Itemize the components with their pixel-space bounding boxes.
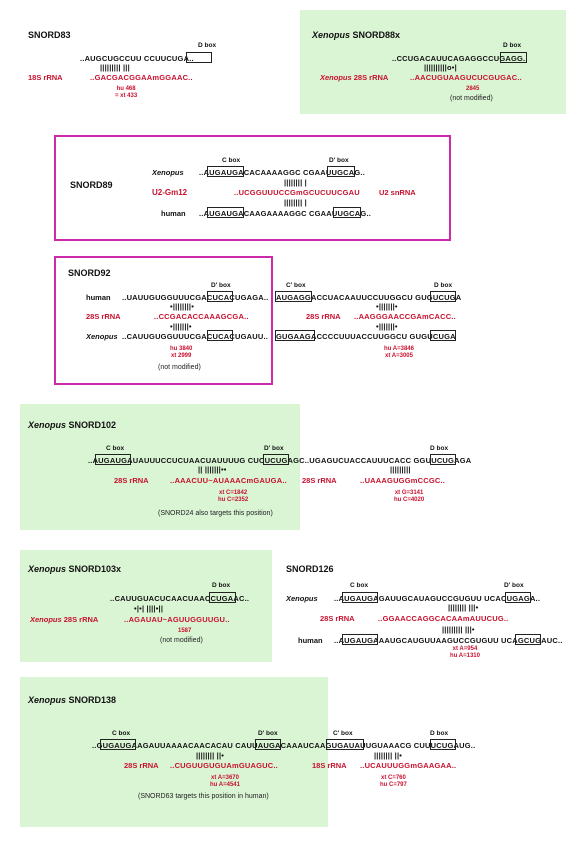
snord92-human-seq2: AUGAGGACCUACAAUUCCUUGGCU GUGUCUGA [276,293,462,302]
snord138-cbox-label: C box [112,730,131,737]
panel-snord102-content [20,404,560,530]
snord89-u2-seq: ..UCGGUUUCCGmGCUCUUCGAU [234,188,360,197]
snord102-snorna-seq: ..AUGAUGAUAUUUCCUCUAACUAUUUUG CUCUCUGAGC..UGAGUCUACCAUUUCACC GGUUCUGAGA [88,456,472,465]
snord102-rrna-label2: 28S rRNA [302,476,337,485]
snord103x-pairs: •|•| ||||•|| [134,604,164,613]
snord126-rrna-label: 28S rRNA [320,614,355,623]
snord92-rrna1-seq: ..CCGACACCAAAGCGA.. [154,312,249,321]
snord89-cbox-label: C box [222,157,241,164]
snord126-pairs-bottom: ||||||||| |||• [442,625,475,634]
snord89-pairs-top: |||||||| | [284,178,307,187]
snord92-dbox-label: D box [434,282,453,289]
panel-snord88x [300,10,566,114]
snord138-dbox-label: D box [430,730,449,737]
snord126-human-label: human [298,636,323,645]
snord89-human-dpbox [333,207,361,218]
snord92-xenopus-dpbox [207,330,233,341]
snord126-human-cbox [342,634,378,645]
snord103x-dbox [209,592,236,603]
snord89-human-cbox [207,207,244,218]
snord138-rrna-label2: 18S rRNA [312,761,347,770]
snord102-position2: xt G=3141 hu C=4020 [394,490,425,503]
snord138-rrna1-seq: ..CUGUUGUGUAmGUAGUC.. [170,761,278,770]
snord102-rrna-label1: 28S rRNA [114,476,149,485]
snord138-rrna-label1: 28S rRNA [124,761,159,770]
snord126-cbox-label: C box [350,582,369,589]
snord103x-title: Xenopus SNORD103x [28,564,122,574]
snord138-note: (SNORD63 targets this position in human) [138,793,269,800]
snord102-rrna2-seq: ..UAAAGUGGmCCGC.. [360,476,446,485]
snord89-human-seq: ..AUGAUGACAAGAAAAGGC CGAAUUGCAG.. [199,209,372,218]
snord126-xenopus-dpbox [505,592,531,603]
snord126-human-dpbox [515,634,541,645]
snord88x-pairs: ||||||||||o•| [424,63,457,72]
snord92-xenopus-seq1: ..CAUUGUGGUUUCGACUCACUGAUU.. [122,332,269,341]
snord88x-dbox-label: D box [503,42,522,49]
snord138-pairs1: |||||||| ||• [196,751,225,760]
snord126-xenopus-seq: ..AUGAUGAGAUUGCAUAGUCCGUGUU UCACUGAGA.. [334,594,541,603]
snord88x-title: Xenopus SNORD88x [312,30,401,40]
snord138-snorna-seq: ..GUGAUGAAGAUUAAAACAACACAU CAUUAUGACAAAUCAAGUGAUAUUGUAAACG CUUUCUGAUG.. [92,741,476,750]
snord92-xenopus-seq2: GUGAAGACCCCUUUACCUUGGCU GUGUCUGA [276,332,456,341]
snord83-snorna-seq: ..AUGCUGCCUU CCUUCUGA.. [80,54,194,63]
snord102-dpbox-label: D' box [264,445,284,452]
snord88x-rrna-label: Xenopus 28S rRNA [320,73,389,82]
snord92-xenopus-dbox [430,330,456,341]
snord83-rrna-seq: ..GACGACGGAAmGGAAC.. [90,73,193,82]
snord89-u2snrna-label: U2 snRNA [379,188,416,197]
snord102-dbox-label: D box [430,445,449,452]
snord92-position1: hu 3840 xt 2999 [170,346,193,359]
snord126-human-seq: ..AUGAUGAAAUGCAUGUUAAGUCCGUGUU UCAGCUGAUC.. [334,636,563,645]
snord102-dbox [430,454,456,465]
snord102-cbox-label: C box [106,445,125,452]
snord103x-rrna-seq: ..AGAUAU~AGUUGGUUGU.. [124,615,230,624]
panel-snord92-content [54,256,534,385]
snord138-cpbox [326,739,364,750]
snord138-rrna2-seq: ..UCAUUUGGmGAAGAA.. [360,761,457,770]
snord88x-dbox [500,52,527,63]
snord92-note: (not modified) [158,364,201,371]
snord88x-rrna-seq: ..AACUGUAAGUCUCGUGAC.. [410,73,522,82]
snord89-dpbox-label: D' box [329,157,349,164]
snord138-pairs2: |||||||| ||• [374,751,403,760]
snord92-rrna2-seq: ..AAGGGAACCGAmCACC.. [354,312,456,321]
snord92-pairs2b: •|||||||• [376,322,398,331]
snord138-position1: xt A=3670 hu A=4541 [210,775,240,788]
snord103x-dbox-label: D box [212,582,231,589]
panel-snord138-content [20,677,560,827]
snord92-title: SNORD92 [68,268,111,278]
snord92-human-dbox [430,291,456,302]
snord126-pairs-top: |||||||| |||• [448,603,479,612]
snord138-position2: xt C=760 hu C=797 [380,775,407,788]
snord102-title: Xenopus SNORD102 [28,420,117,430]
snord92-rrna-label2: 28S rRNA [306,312,341,321]
snord138-title: Xenopus SNORD138 [28,695,117,705]
snord89-xenopus-seq: ..AUGAUGACACAAAAGGC CGAAUUGCAG.. [199,168,365,177]
snord102-pairs1: || |||||||•• [198,465,227,474]
snord126-rrna-seq: ..GGAACCAGGCACAAmAUUCUG.. [378,614,509,623]
snord89-title: SNORD89 [70,180,113,190]
snord92-human-seq1: ..UAUUGUGGUUUCGACUCACUGAGA.. [122,293,269,302]
snord126-title: SNORD126 [286,564,334,574]
snord103x-rrna-label: Xenopus 28S rRNA [30,615,99,624]
snord83-position: hu 468 = xt 433 [115,86,138,99]
snord83-title: SNORD83 [28,30,71,40]
snord92-cpbox-label: C' box [286,282,306,289]
snord138-dpbox-label: D' box [258,730,278,737]
snord102-rrna1-seq: ..AAACUU~AUAAACmGAUGA.. [170,476,287,485]
snord83-pairs: ||||||||| ||| [100,63,130,72]
snord126-xenopus-cbox [342,592,378,603]
snord92-pairs2a: •|||||||• [376,302,398,311]
snord102-cbox [95,454,131,465]
snord138-dpbox [255,739,281,750]
snord92-dpbox-label: D' box [211,282,231,289]
snord89-human-label: human [161,209,186,218]
snord102-pairs2: ||||||||| [390,465,411,474]
snord102-dpbox [263,454,289,465]
snord83-dbox [186,52,212,63]
snord89-xenopus-dpbox [327,166,355,177]
snord92-human-cpbox [275,291,312,302]
snord92-pairs1b: •|||||||• [170,322,192,331]
snord92-rrna-label1: 28S rRNA [86,312,121,321]
snord126-position: xt A=954 hu A=1310 [450,646,480,659]
snord88x-snorna-seq: ..CCUGACAUUCAGAGGCCUGAGG.. [392,54,528,63]
snord138-dbox [430,739,456,750]
snord83-dbox-label: D box [198,42,217,49]
panel-snord83 [20,10,280,110]
snord138-cbox [100,739,136,750]
snord89-u2-label: U2-Gm12 [152,188,188,197]
panel-snord89 [54,135,451,241]
snord92-human-label: human [86,293,111,302]
snord92-position2: hu A=3846 xt A=3005 [384,346,414,359]
snord92-human-dpbox [207,291,233,302]
panel-snord103x [20,550,272,662]
snord138-cpbox-label: C' box [333,730,353,737]
snord88x-position: 2845 [466,86,480,92]
snord89-pairs-bottom: |||||||| | [284,198,307,207]
snord92-xenopus-label: Xenopus [86,332,118,341]
snord102-position1: xt C=1842 hu C=2352 [218,490,249,503]
snord102-note: (SNORD24 also targets this position) [158,510,273,517]
snord103x-position: 1587 [178,628,192,634]
snord88x-note: (not modified) [450,95,493,102]
snord89-xenopus-cbox [207,166,244,177]
snord103x-snorna-seq: ..CAUUGUACUCAACUAACCUGAAC.. [110,594,250,603]
snord92-xenopus-cpbox [275,330,315,341]
snord126-dpbox-label: D' box [504,582,524,589]
snord103x-note: (not modified) [160,637,203,644]
snord126-xenopus-label: Xenopus [286,594,318,603]
snord92-pairs1a: •||||||||• [170,302,195,311]
snord89-xenopus-label: Xenopus [152,168,184,177]
snord83-rrna-label: 18S rRNA [28,73,63,82]
panel-snord126 [272,550,572,662]
